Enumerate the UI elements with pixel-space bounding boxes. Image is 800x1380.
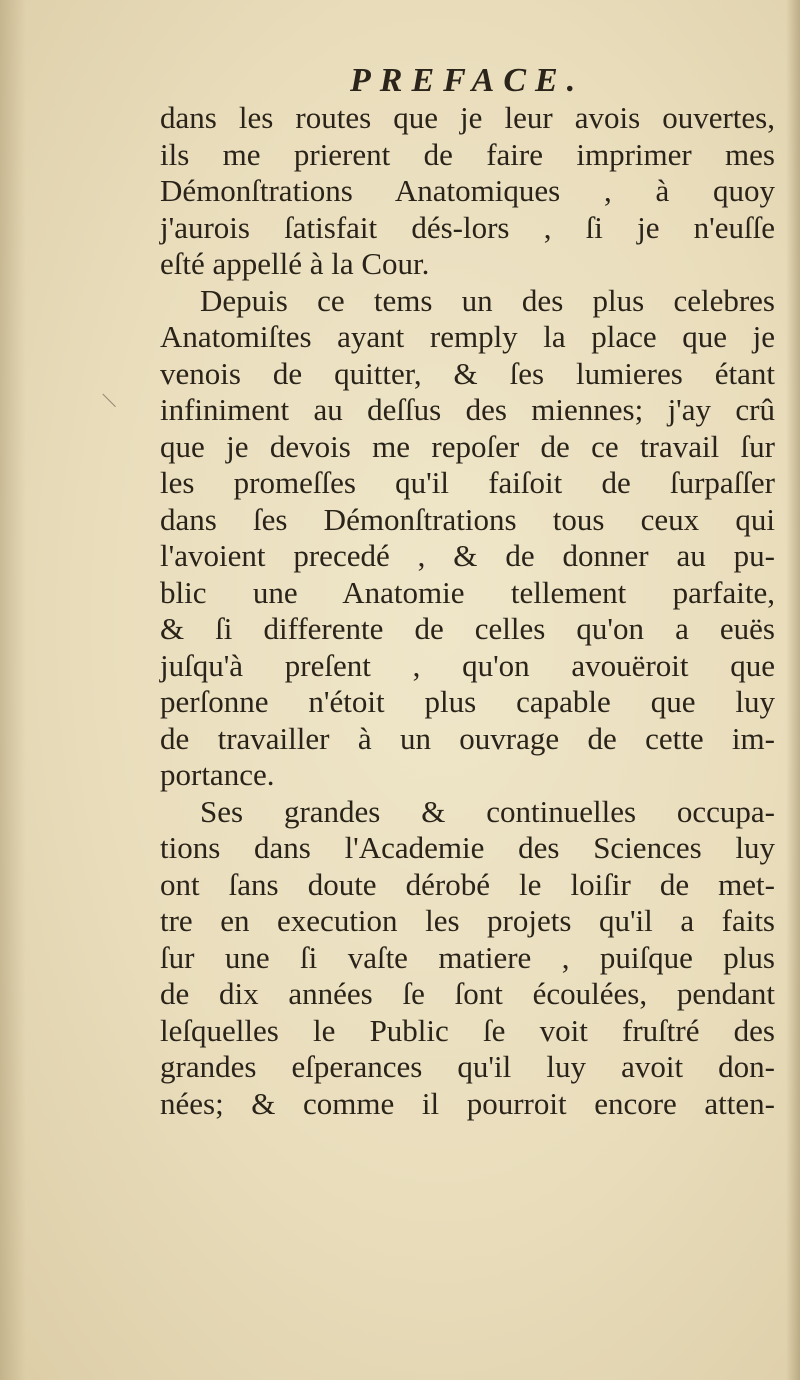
text-line: portance. [160,757,275,792]
text-line: tions dans l'Academie des Sciences luy [160,830,775,865]
text-line: Démonſtrations Anatomiques , à quoy [160,173,775,208]
text-line: ont ſans doute dérobé le loiſir de met- [160,866,775,902]
text-line: perſonne n'étoit plus capable que luy [160,684,775,719]
body-text [160,100,775,1122]
text-line: tre en execution les projets qu'il a faits [160,903,775,938]
text-line: infiniment au deſſus des miennes; j'ay crû [160,392,775,427]
text-line: & ſi differente de celles qu'on a euës [160,611,775,646]
text-line: dans ſes Démonſtrations tous ceux qui [160,501,775,537]
text-line: ils me prierent de faire imprimer mes [160,136,775,172]
text-line: leſquelles le Public ſe voit fruſtré des [160,1012,775,1048]
margin-mark [102,381,128,407]
page-edge-shadow [786,0,800,1380]
running-head: PREFACE. [350,62,585,99]
text-line: les promeſſes qu'il faiſoit de ſurpaſſer [160,465,775,500]
text-line: grandes eſperances qu'il luy avoit don- [160,1049,775,1084]
text-line: Ses grandes & continuelles occupa- [200,793,775,829]
text-line: de travailler à un ouvrage de cette im- [160,720,775,756]
page-gutter-shadow [0,0,26,1380]
text-line: nées; & comme il pourroit encore atten- [160,1085,775,1121]
text-line: que je devois me repoſer de ce travail ſur [160,428,775,464]
text-line: juſqu'à preſent , qu'on avouëroit que [160,647,775,683]
text-line: l'avoient precedé , & de donner au pu- [160,538,775,573]
text-line: ſur une ſi vaſte matiere , puiſque plus [160,939,775,975]
text-line: blic une Anatomie tellement parfaite, [160,574,775,610]
text-line: Depuis ce tems un des plus celebres [200,282,775,318]
text-line: eſté appellé à la Cour. [160,246,430,281]
text-line: dans les routes que je leur avois ouvertes, [160,100,775,135]
text-line: de dix années ſe ſont écoulées, pendant [160,976,775,1011]
text-line: venois de quitter, & ſes lumieres étant [160,355,775,391]
text-line: Anatomiſtes ayant remply la place que je [160,319,775,354]
text-line: j'aurois ſatisfait dés-lors , ſi je n'euſſe [160,209,775,245]
